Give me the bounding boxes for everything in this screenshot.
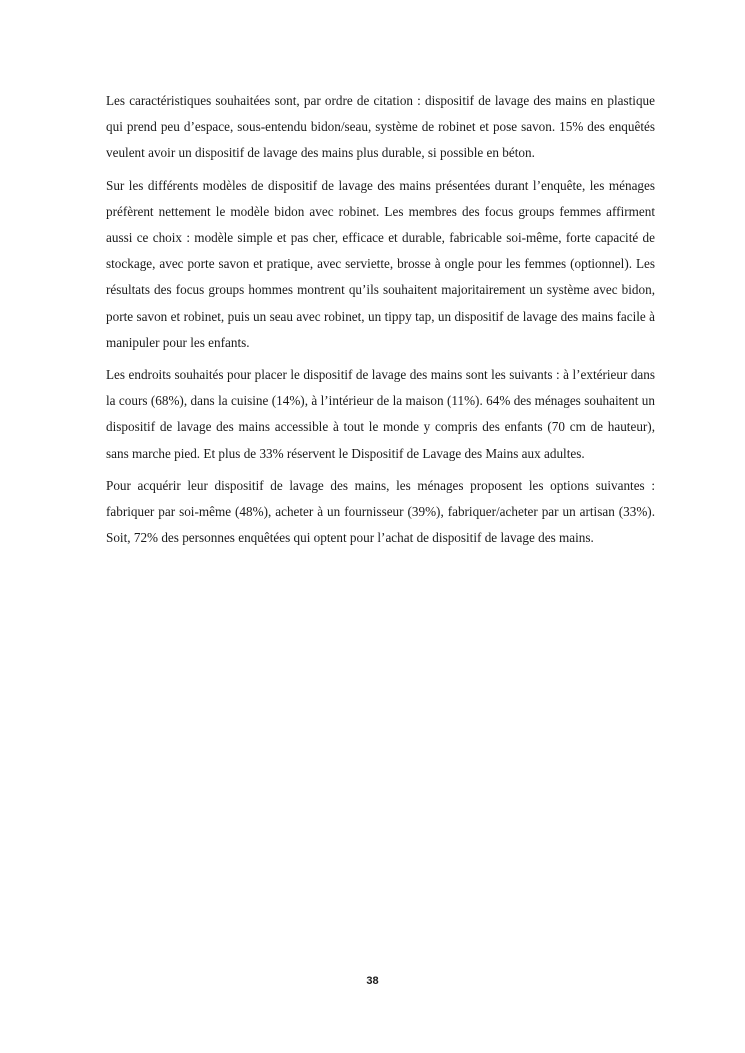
paragraph-models: Sur les différents modèles de dispositif de lavage des mains présentées durant l’enquête, les ménages préfèrent nettement le modèle bidon avec robinet. Les membres des focus groups femmes affirment aussi ce choix : modèle simple et pas cher, efficace et durable, fabricable soi-même, forte capacité de stockage, avec porte savon et pratique, avec serviette, brosse à ongle pour les femmes (optionnel). Les résultats des focus groups hommes montrent qu’ils souhaitent majoritairement un système avec bidon, porte savon et robinet, puis un seau avec robinet, un tippy tap, un dispositif de lavage des mains facile à manipuler pour les enfants. — [106, 177, 655, 350]
paragraph-characteristics: Les caractéristiques souhaitées sont, par ordre de citation : dispositif de lavage des mains en plastique qui prend peu d’espace, sous-entendu bidon/seau, système de robinet et pose savon. 15% des enquêtés veulent avoir un dispositif de lavage des mains plus durable, si possible en béton. — [106, 93, 655, 161]
paragraph-locations: Les endroits souhaités pour placer le dispositif de lavage des mains sont les suivants : à l’extérieur dans la cours (68%), dans la cuisine (14%), à l’intérieur de la maison (11%). 64% des ménages souhaitent un dispositif de lavage des mains accessible à tout le monde y compris des enfants (70 cm de hauteur), sans marche pied. Et plus de 33% réservent le Dispositif de Lavage des Mains aux adultes. — [106, 367, 655, 461]
paragraph-acquisition: Pour acquérir leur dispositif de lavage des mains, les ménages proposent les options suivantes : fabriquer par soi-même (48%), acheter à un fournisseur (39%), fabriquer/acheter par un artisan (33%). Soit, 72% des personnes enquêtées qui optent pour l’achat de dispositif de lavage des mains. — [106, 477, 655, 546]
body-text — [106, 88, 655, 557]
page-number: 38 — [366, 975, 379, 987]
